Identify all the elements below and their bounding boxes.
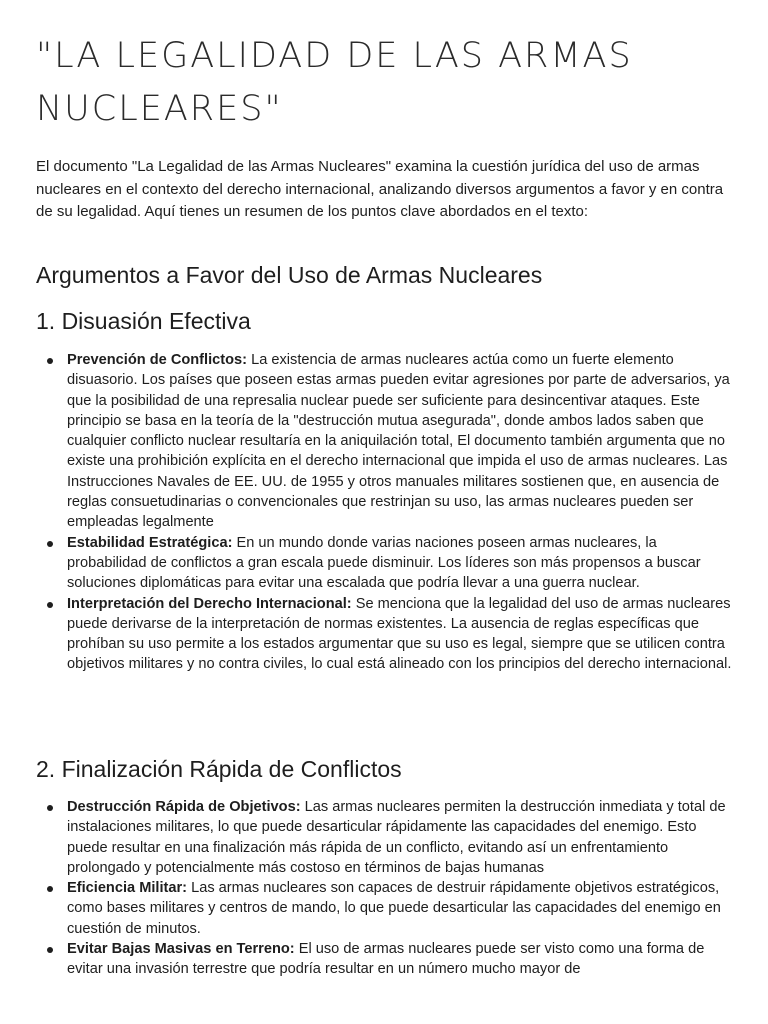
- item-label: Interpretación del Derecho Internacional:: [67, 595, 352, 612]
- bullet-list-2: [0, 797, 768, 980]
- section-heading: Argumentos a Favor del Uso de Armas Nucleares: [36, 262, 543, 288]
- item-label: Estabilidad Estratégica:: [67, 534, 233, 551]
- item-label: Prevención de Conflictos:: [67, 352, 248, 368]
- list-item: [0, 350, 768, 533]
- bullet-icon: [47, 358, 53, 364]
- document-title: "LA LEGALIDAD DE LAS ARMAS NUCLEARES": [36, 36, 633, 129]
- item-text: Se menciona que la legalidad del uso de armas nucleares puede derivarse de la interpretación de normas existentes. La ausencia de reglas específicas que prohíban su uso permite a los estados argumentar que su uso es legal, siempre que se utilicen contra objetivos militares y no contra civiles, lo cual está alineado con los principios del derecho internacional.: [67, 595, 732, 673]
- list-item: [0, 878, 768, 939]
- item-text: El uso de armas nucleares puede ser visto como una forma de evitar una invasión terrestre que podría resultar en un número mucho mayor de: [67, 941, 705, 978]
- subsection-heading-1: 1. Disuasión Efectiva: [36, 308, 251, 334]
- subsection-heading-2: 2. Finalización Rápida de Conflictos: [36, 756, 402, 782]
- bullet-icon: [47, 947, 53, 953]
- item-label: Eficiencia Militar:: [67, 880, 188, 897]
- list-item: [0, 939, 768, 980]
- bullet-list-1: [0, 350, 768, 675]
- item-label: Evitar Bajas Masivas en Terreno:: [67, 941, 295, 958]
- bullet-icon: [47, 602, 53, 608]
- item-text: Las armas nucleares permiten la destrucción inmediata y total de instalaciones militares, lo que puede desarticular rápidamente las capacidades del enemigo. Esto puede resultar en una finalización más rápida de un conflicto, evitando así un enfrentamiento prolongado y potencialmente más costoso en términos de bajas humanas: [67, 799, 726, 876]
- item-label: Destrucción Rápida de Objetivos:: [67, 799, 301, 815]
- intro-paragraph: El documento "La Legalidad de las Armas Nucleares" examina la cuestión jurídica del uso de armas nucleares en el contexto del derecho internacional, analizando diversos argumentos a favor y en contra de su legalidad. Aquí tienes un resumen de los puntos clave abordados en el texto:: [36, 158, 724, 220]
- item-text: En un mundo donde varias naciones poseen armas nucleares, la probabilidad de conflictos a gran escala puede disminuir. Los líderes son más propensos a buscar soluciones diplomáticas para evitar una escalada que podría llevar a una guerra nuclear.: [67, 534, 701, 592]
- item-text: Las armas nucleares son capaces de destruir rápidamente objetivos estratégicos, como bases militares y centros de mando, lo que puede desarticular las capacidades del enemigo en cuestión de minutos.: [67, 880, 721, 937]
- list-item: [0, 594, 768, 675]
- bullet-icon: [47, 541, 53, 547]
- item-text: La existencia de armas nucleares actúa como un fuerte elemento disuasorio. Los países que poseen estas armas pueden evitar agresiones por parte de adversarios, ya que la posibilidad de una represalia nuclear puede ser suficiente para desincentivar ataques. Este principio se basa en la teoría de la "destrucción mutua asegurada", donde ambos lados saben que cualquier conflicto nuclear resultaría en la aniquilación total, El documento también argumenta que no existe una prohibición explícita en el derecho internacional que impida el uso de armas nucleares. Las Instrucciones Navales de EE. UU. de 1955 y otros manuales militares sostienen que, en ausencia de reglas consuetudinarias o convencionales que restrinjan su uso, las armas nucleares pueden ser empleadas legalmente: [67, 352, 730, 531]
- list-item: [0, 797, 768, 878]
- bullet-icon: [47, 886, 53, 892]
- bullet-icon: [47, 805, 53, 811]
- list-item: [0, 533, 768, 594]
